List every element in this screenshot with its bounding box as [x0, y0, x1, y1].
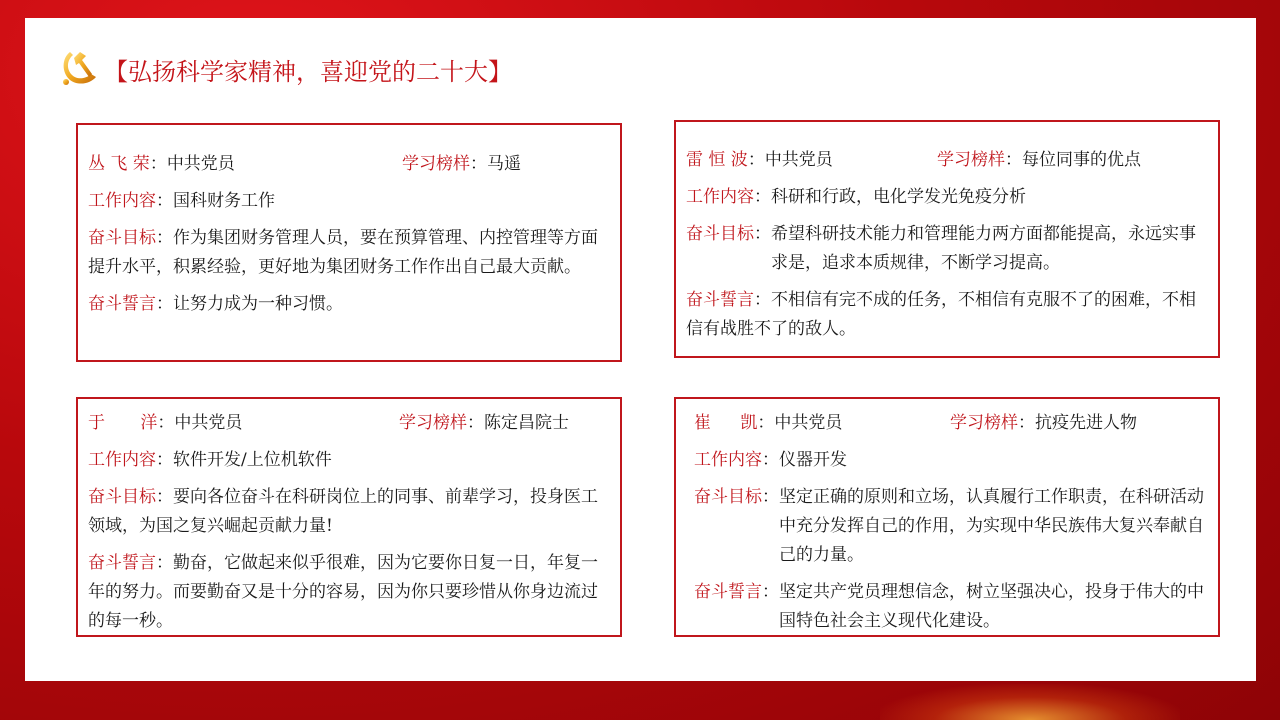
- work-value: 软件开发/上位机软件: [173, 450, 332, 470]
- motto-label: 奋斗誓言: [88, 553, 156, 573]
- study-model-value: 每位同事的优点: [1022, 150, 1141, 170]
- work-row: 工作内容：国科财务工作: [88, 191, 275, 211]
- motto-paragraph: 奋斗誓言：让努力成为一种习惯。: [88, 294, 343, 314]
- goal-paragraph: 奋斗目标：作为集团财务管理人员，要在预算管理、内控管理等方面提升水平，积累经验，更好地为集团财务工作作出自己最大贡献。: [88, 228, 598, 277]
- motto-value: 坚定共产党员理想信念，树立坚强决心，投身于伟大的中国特色社会主义现代化建设。: [779, 582, 1204, 631]
- study-model-value: 抗疫先进人物: [1035, 413, 1137, 433]
- person-name: 崔 凯: [694, 413, 758, 433]
- study-model-label: 学习榜样: [402, 154, 470, 174]
- work-value: 国科财务工作: [173, 191, 275, 211]
- card-header-row: 崔 凯：中共党员 学习榜样：抗疫先进人物: [694, 413, 1137, 433]
- motto-label: 奋斗誓言: [694, 582, 762, 602]
- card-header-row: 丛 飞 荣：中共党员 学习榜样：马遥: [88, 154, 521, 174]
- motto-value: 不相信有完不成的任务，不相信有克服不了的困难，不相信有战胜不了的敌人。: [686, 290, 1196, 339]
- person-name: 雷 恒 波: [686, 150, 748, 170]
- work-label: 工作内容: [694, 450, 762, 470]
- person-name: 丛 飞 荣: [88, 154, 150, 174]
- work-row: 工作内容：科研和行政，电化学发光免疫分析: [686, 187, 1026, 207]
- goal-label: 奋斗目标: [686, 224, 754, 244]
- work-value: 科研和行政，电化学发光免疫分析: [771, 187, 1026, 207]
- page-title: 【弘扬科学家精神，喜迎党的二十大】: [104, 58, 512, 86]
- card-header-row: 于 洋：中共党员 学习榜样：陈定昌院士: [88, 413, 569, 433]
- goal-paragraph: 奋斗目标： 坚定正确的原则和立场，认真履行工作职责，在科研活动中充分发挥自己的作用，为实现中华民族伟大复兴奉献自己的力量。: [694, 483, 1208, 570]
- person-name: 于 洋: [88, 413, 158, 433]
- work-label: 工作内容: [88, 191, 156, 211]
- goal-label: 奋斗目标: [694, 487, 762, 507]
- identity-value: 中共党员: [166, 154, 235, 174]
- study-model-label: 学习榜样: [937, 150, 1005, 170]
- work-row: 工作内容：软件开发/上位机软件: [88, 450, 332, 470]
- goal-value: 坚定正确的原则和立场，认真履行工作职责，在科研活动中充分发挥自己的作用，为实现中华民族伟大复兴奉献自己的力量。: [779, 487, 1204, 565]
- motto-value: 让努力成为一种习惯。: [173, 294, 343, 314]
- goal-value: 作为集团财务管理人员，要在预算管理、内控管理等方面提升水平，积累经验，更好地为集团财务工作作出自己最大贡献。: [88, 228, 598, 277]
- work-row: 工作内容：仪器开发: [694, 450, 847, 470]
- goal-label: 奋斗目标: [88, 487, 156, 507]
- motto-value: 勤奋，它做起来似乎很难，因为它要你日复一日，年复一年的努力。而要勤奋又是十分的容易，因为你只要珍惜从你身边流过的每一秒。: [88, 553, 598, 631]
- motto-paragraph: 奋斗誓言：勤奋，它做起来似乎很难，因为它要你日复一日，年复一年的努力。而要勤奋又是十分的容易，因为你只要珍惜从你身边流过的每一秒。: [88, 553, 598, 631]
- motto-paragraph: 奋斗誓言：不相信有完不成的任务，不相信有克服不了的困难，不相信有战胜不了的敌人。: [686, 290, 1196, 339]
- identity-value: 中共党员: [764, 150, 833, 170]
- identity-value: 中共党员: [174, 413, 243, 433]
- profile-card-3: [76, 397, 622, 637]
- goal-paragraph: 奋斗目标： 希望科研技术能力和管理能力两方面都能提高，永远实事求是，追求本质规律，不断学习提高。: [686, 220, 1208, 278]
- profile-card-1: [76, 123, 622, 362]
- study-model-label: 学习榜样: [399, 413, 467, 433]
- profile-card-2: [674, 120, 1220, 358]
- goal-value: 希望科研技术能力和管理能力两方面都能提高，永远实事求是，追求本质规律，不断学习提高。: [771, 224, 1196, 273]
- motto-label: 奋斗誓言: [88, 294, 156, 314]
- work-label: 工作内容: [88, 450, 156, 470]
- card-header-row: 雷 恒 波：中共党员 学习榜样：每位同事的优点: [686, 150, 1141, 170]
- work-value: 仪器开发: [779, 450, 847, 470]
- motto-paragraph: 奋斗誓言： 坚定共产党员理想信念，树立坚强决心，投身于伟大的中国特色社会主义现代化建设。: [694, 578, 1208, 636]
- goal-value: 要向各位奋斗在科研岗位上的同事、前辈学习，投身医工领域，为国之复兴崛起贡献力量!: [88, 487, 598, 536]
- decorative-glow: [880, 684, 1180, 720]
- profile-card-4: [674, 397, 1220, 637]
- motto-label: 奋斗誓言: [686, 290, 754, 310]
- work-label: 工作内容: [686, 187, 754, 207]
- study-model-value: 陈定昌院士: [484, 413, 569, 433]
- goal-paragraph: 奋斗目标：要向各位奋斗在科研岗位上的同事、前辈学习，投身医工领域，为国之复兴崛起贡献力量!: [88, 487, 598, 536]
- study-model-label: 学习榜样: [950, 413, 1018, 433]
- identity-value: 中共党员: [774, 413, 843, 433]
- party-emblem-icon: [58, 44, 102, 88]
- goal-label: 奋斗目标: [88, 228, 156, 248]
- study-model-value: 马遥: [487, 154, 521, 174]
